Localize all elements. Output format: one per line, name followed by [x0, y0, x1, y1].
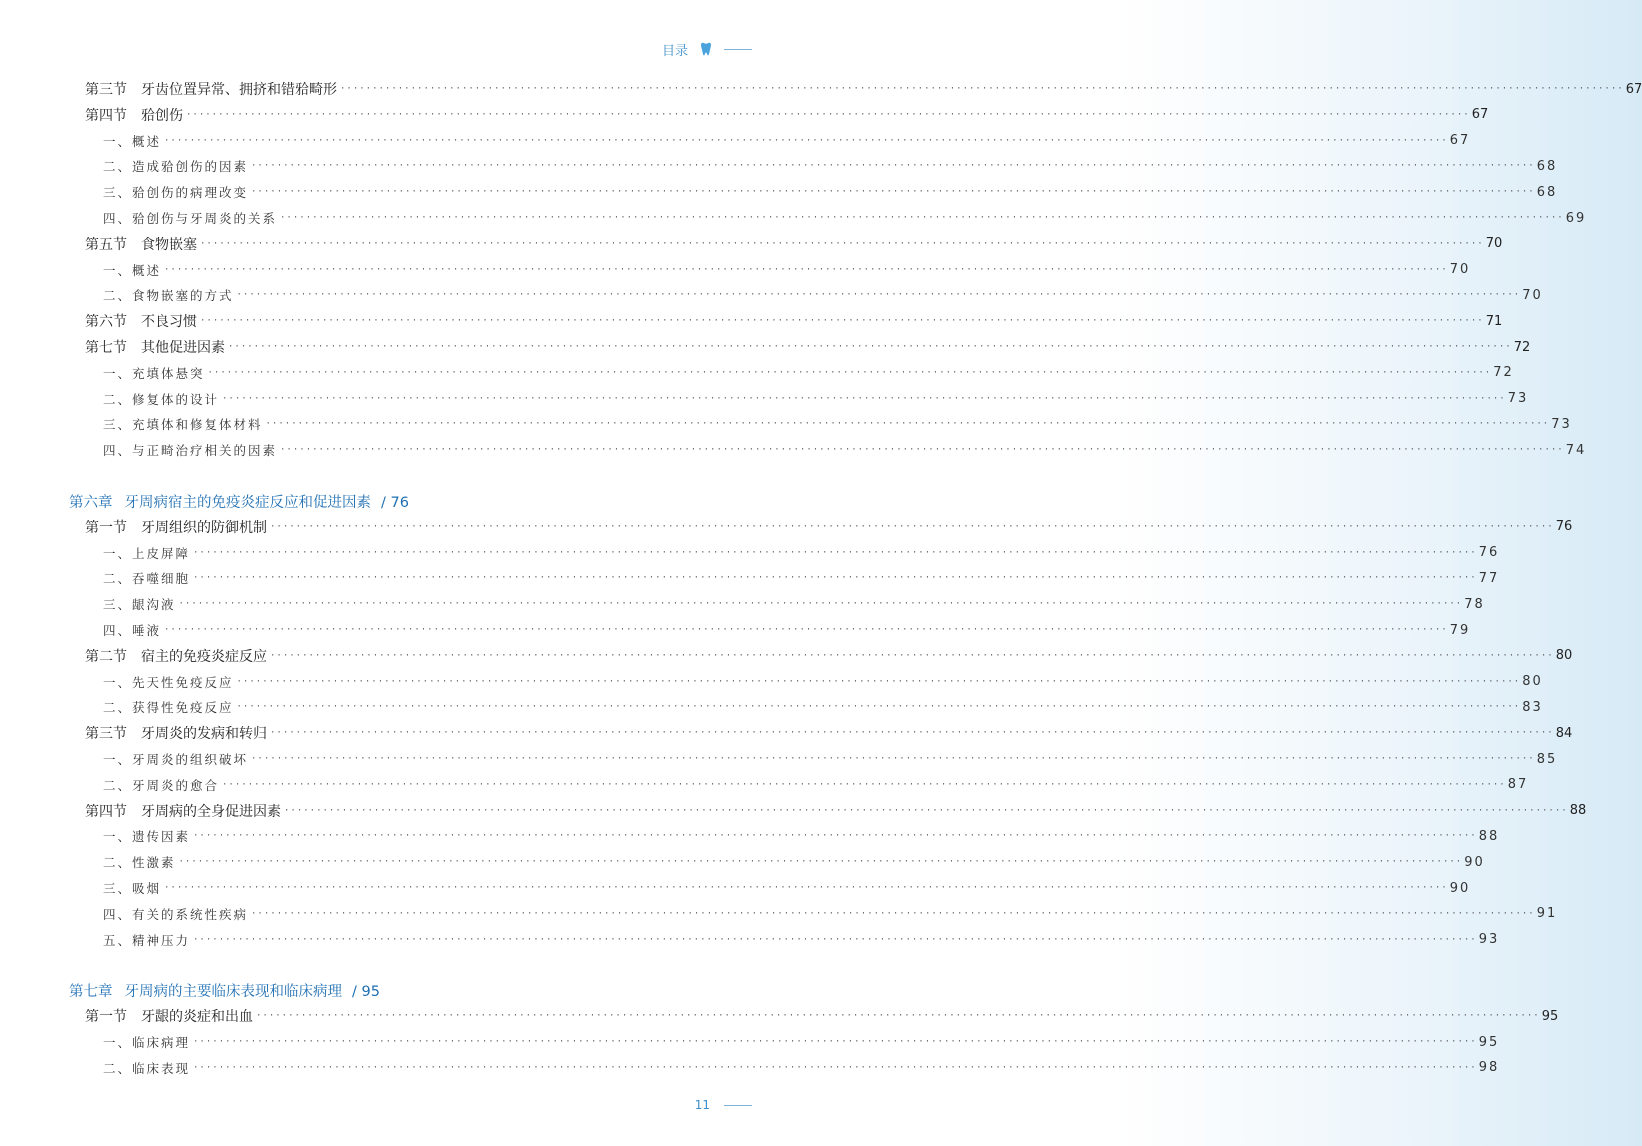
dot-leader: ········································································································································································································ — [164, 264, 1448, 275]
dot-leader: ········································································································································································································ — [193, 831, 1477, 842]
subsection-item — [103, 132, 164, 150]
page-number-ref: 83 — [1522, 699, 1543, 715]
subsection-title: 一、概述 — [103, 133, 162, 149]
chapter-page-number: 95 — [361, 983, 380, 1000]
toc-section-row — [0, 334, 1531, 360]
subsection-title: 四、有关的系统性疾病 — [103, 906, 249, 922]
subsection-title: 四、唾液 — [103, 623, 162, 638]
subsection-item — [103, 1059, 193, 1077]
subsection-item — [103, 1033, 193, 1051]
page-number-ref: 80 — [1522, 674, 1543, 690]
subsection-item — [103, 931, 193, 949]
page-number-ref: 68 — [1536, 184, 1558, 200]
dot-leader: ········································································································································································································ — [251, 161, 1535, 172]
toc-item-row — [0, 694, 1543, 720]
dot-leader: ········································································································································································································ — [270, 650, 1554, 661]
header-rule — [724, 49, 752, 50]
section-title: 食物嵌塞 — [141, 236, 197, 253]
toc-item-row — [0, 257, 1471, 283]
subsection-title: 三、吸烟 — [103, 881, 162, 896]
subsection-title: 二、性激素 — [103, 855, 176, 871]
section-number: 第一节 — [85, 1009, 127, 1026]
section-title: 牙周病的全身促进因素 — [141, 803, 281, 820]
subsection-title: 四、𬌗创伤与牙周炎的关系 — [103, 211, 278, 226]
dot-leader: ········································································································································································································ — [251, 187, 1535, 198]
chapter-slash: / 76 — [381, 494, 409, 511]
chapter-heading — [69, 980, 383, 1001]
page-number-ref: 71 — [1485, 313, 1503, 329]
subsection-item — [103, 157, 251, 175]
dot-leader: ········································································································································································································ — [236, 290, 1521, 301]
subsection-title: 四、与正畸治疗相关的因素 — [103, 443, 278, 459]
subsection-item — [103, 209, 280, 227]
subsection-item — [103, 879, 164, 897]
toc-section-row — [0, 720, 1573, 746]
dot-leader: ········································································································································································································ — [222, 779, 1506, 790]
subsection-item — [103, 441, 280, 459]
dot-leader: ········································································································································································································ — [164, 135, 1448, 146]
toc-section-row — [0, 308, 1503, 334]
page-footer — [695, 1098, 752, 1112]
section-heading — [85, 723, 270, 743]
subsection-item — [103, 673, 237, 691]
dot-leader: ········································································································································································································ — [340, 84, 1624, 94]
toc-item-row — [0, 153, 1558, 179]
page-number-ref: 98 — [1478, 1060, 1500, 1076]
chapter-slash: / 95 — [352, 983, 380, 1000]
dot-leader: ········································································································································································································ — [251, 908, 1535, 919]
page-number-ref: 74 — [1565, 442, 1587, 458]
page-number-ref: 73 — [1507, 391, 1529, 407]
page-number-ref: 67 — [1449, 133, 1471, 149]
subsection-title: 二、食物嵌塞的方式 — [103, 288, 234, 304]
dot-leader: ········································································································································································································ — [200, 316, 1484, 327]
dot-leader: ········································································································································································································ — [193, 573, 1477, 584]
dot-leader: ········································································································································································································ — [280, 445, 1564, 456]
page-number-ref: 68 — [1536, 158, 1558, 174]
page-number-ref: 73 — [1551, 416, 1572, 432]
section-heading — [85, 79, 340, 99]
subsection-item — [103, 905, 251, 923]
page-number-ref: 76 — [1555, 519, 1573, 535]
footer-rule — [724, 1105, 752, 1106]
subsection-title: 一、先天性免疫反应 — [103, 674, 234, 690]
subsection-title: 一、遗传因素 — [103, 829, 191, 845]
dot-leader: ········································································································································································································ — [200, 238, 1484, 249]
dot-leader: ········································································································································································································ — [251, 754, 1535, 764]
subsection-title: 一、牙周炎的组织破坏 — [103, 752, 249, 767]
section-title: 牙龈的炎症和出血 — [141, 1009, 253, 1026]
dot-leader: ········································································································································································································ — [178, 599, 1463, 610]
chapter-number: 第七章 — [69, 983, 113, 1000]
section-title: 宿主的免疫炎症反应 — [141, 648, 267, 665]
page-number-ref: 67 — [1625, 81, 1642, 97]
toc-item-row — [0, 179, 1558, 205]
toc-item-row — [0, 927, 1500, 953]
toc-item-row — [0, 875, 1471, 901]
page-number-ref: 79 — [1449, 622, 1471, 638]
page-number-ref: 70 — [1485, 236, 1503, 252]
tooth-icon — [698, 41, 714, 57]
section-number: 第一节 — [85, 519, 127, 536]
subsection-title: 一、临床病理 — [103, 1035, 191, 1050]
subsection-title: 一、充填体悬突 — [103, 365, 205, 381]
page-number-ref: 72 — [1493, 365, 1514, 381]
page-number-ref: 80 — [1555, 648, 1573, 664]
page-number-ref: 67 — [1471, 107, 1489, 123]
page-number-ref: 84 — [1555, 725, 1573, 741]
section-number: 第三节 — [85, 726, 127, 743]
toc-item-row — [0, 128, 1471, 154]
page-number-ref: 72 — [1513, 339, 1531, 355]
section-number: 第五节 — [85, 236, 127, 253]
subsection-item — [103, 621, 164, 639]
subsection-item — [103, 544, 193, 562]
chapter-title: 牙周病的主要临床表现和临床病理 — [124, 983, 342, 1000]
section-heading — [85, 337, 228, 357]
subsection-title: 五、精神压力 — [103, 932, 191, 948]
header-label: 目录 — [661, 43, 688, 59]
toc-section-row — [0, 798, 1587, 824]
dot-leader: ········································································································································································································ — [228, 342, 1512, 352]
page-number-ref: 88 — [1569, 803, 1587, 819]
section-number: 第四节 — [85, 107, 127, 124]
toc-item-row — [0, 540, 1500, 566]
section-title: 不良习惯 — [141, 314, 197, 331]
page-number-ref: 85 — [1536, 751, 1558, 767]
subsection-item — [103, 183, 251, 201]
subsection-title: 一、上皮屏障 — [103, 545, 191, 561]
subsection-item — [103, 750, 251, 768]
dot-leader: ········································································································································································································ — [280, 213, 1564, 223]
subsection-title: 三、𬌗创伤的病理改变 — [103, 185, 249, 201]
dot-leader: ········································································································································································································ — [236, 676, 1521, 687]
dot-leader: ········································································································································································································ — [270, 728, 1554, 739]
page-number-ref: 95 — [1541, 1008, 1559, 1024]
section-number: 第二节 — [85, 648, 127, 665]
dot-leader: ········································································································································································································ — [193, 1062, 1477, 1073]
page-number-ref: 78 — [1464, 596, 1485, 612]
subsection-item — [103, 698, 237, 716]
toc-section-row — [0, 231, 1503, 257]
page-number-ref: 69 — [1565, 210, 1587, 226]
page-number-ref: 91 — [1536, 906, 1558, 922]
dot-leader: ········································································································································································································ — [207, 367, 1492, 378]
toc-item-row — [0, 565, 1500, 591]
subsection-title: 二、造成𬌗创伤的因素 — [103, 159, 249, 175]
toc-item-row — [0, 849, 1485, 875]
toc-item-row — [0, 617, 1471, 643]
toc-section-row — [0, 643, 1573, 669]
dot-leader: ········································································································································································································ — [178, 857, 1463, 868]
page-number-ref: 90 — [1449, 880, 1471, 896]
dot-leader: ········································································································································································································ — [270, 521, 1554, 532]
subsection-title: 二、修复体的设计 — [103, 391, 220, 407]
toc-item-row — [0, 772, 1529, 798]
dot-leader: ········································································································································································································ — [222, 393, 1506, 404]
toc-item-row — [0, 282, 1543, 308]
page-header — [662, 38, 752, 60]
subsection-item — [103, 261, 164, 279]
toc-item-row — [0, 411, 1572, 437]
dot-leader: ········································································································································································································ — [236, 702, 1521, 713]
subsection-item — [103, 595, 179, 613]
page-number-ref: 70 — [1449, 262, 1471, 278]
chapter-heading — [69, 491, 412, 512]
section-heading — [85, 646, 270, 666]
page-number-ref: 76 — [1478, 545, 1500, 561]
section-title: 其他促进因素 — [141, 340, 225, 356]
toc-item-row — [0, 205, 1587, 231]
page-number-ref: 95 — [1478, 1034, 1500, 1050]
subsection-title: 二、牙周炎的愈合 — [103, 777, 220, 793]
subsection-item — [103, 286, 237, 304]
section-number: 第四节 — [85, 803, 127, 820]
dot-leader: ········································································································································································································ — [193, 1037, 1477, 1047]
subsection-item — [103, 364, 208, 382]
dot-leader: ········································································································································································································ — [164, 883, 1448, 893]
subsection-item — [103, 415, 266, 433]
toc-item-row — [0, 360, 1514, 386]
subsection-title: 二、临床表现 — [103, 1060, 191, 1076]
toc-item-row — [0, 823, 1500, 849]
subsection-item — [103, 853, 179, 871]
toc-chapter-row — [0, 977, 800, 1003]
toc-item-row — [0, 386, 1529, 412]
subsection-title: 三、充填体和修复体材料 — [103, 417, 263, 433]
section-number: 第七节 — [85, 340, 127, 356]
section-heading — [85, 801, 284, 821]
toc-item-row — [0, 669, 1543, 695]
subsection-title: 二、吞噬细胞 — [103, 571, 191, 587]
toc-item-row — [0, 1029, 1500, 1055]
dot-leader: ········································································································································································································ — [265, 419, 1550, 430]
page-number-ref: 93 — [1478, 932, 1500, 948]
toc-item-row — [0, 901, 1558, 927]
page-number-ref: 70 — [1522, 287, 1543, 303]
section-title: 牙齿位置异常、拥挤和错𬌗畸形 — [141, 82, 337, 98]
toc-chapter-row — [0, 488, 800, 514]
toc-item-row — [0, 591, 1485, 617]
dot-leader: ········································································································································································································ — [193, 934, 1477, 945]
dot-leader: ········································································································································································································ — [164, 625, 1448, 635]
subsection-title: 一、概述 — [103, 262, 162, 278]
toc-section-row — [0, 1003, 1559, 1029]
toc-section-row — [0, 76, 1642, 102]
section-title: 𬌗创伤 — [141, 107, 183, 124]
chapter-number: 第六章 — [69, 494, 113, 511]
subsection-item — [103, 827, 193, 845]
toc-item-row — [0, 1055, 1500, 1081]
section-heading — [85, 311, 200, 331]
section-number: 第三节 — [85, 82, 127, 98]
dot-leader: ········································································································································································································ — [186, 109, 1470, 120]
dot-leader: ········································································································································································································ — [193, 547, 1477, 558]
section-title: 牙周炎的发病和转归 — [141, 726, 267, 743]
chapter-page-number: 76 — [390, 494, 409, 511]
page-number-ref: 87 — [1507, 777, 1529, 793]
section-number: 第六节 — [85, 314, 127, 331]
page-number-ref: 90 — [1464, 854, 1485, 870]
subsection-title: 二、获得性免疫反应 — [103, 700, 234, 716]
section-heading — [85, 105, 186, 125]
section-heading — [85, 1006, 256, 1026]
subsection-item — [103, 390, 222, 408]
section-heading — [85, 517, 270, 537]
section-heading — [85, 234, 200, 254]
subsection-item — [103, 569, 193, 587]
dot-leader: ········································································································································································································ — [256, 1011, 1540, 1022]
toc-item-row — [0, 746, 1558, 772]
section-title: 牙周组织的防御机制 — [141, 519, 267, 536]
toc-section-row — [0, 102, 1489, 128]
chapter-title: 牙周病宿主的免疫炎症反应和促进因素 — [124, 494, 371, 511]
page-number: 11 — [694, 1098, 710, 1112]
subsection-item — [103, 776, 222, 794]
page-number-ref: 88 — [1478, 828, 1500, 844]
subsection-title: 三、龈沟液 — [103, 597, 176, 613]
toc-section-row — [0, 514, 1573, 540]
dot-leader: ········································································································································································································ — [284, 805, 1568, 816]
page-number-ref: 77 — [1478, 570, 1500, 586]
toc-item-row — [0, 437, 1587, 463]
